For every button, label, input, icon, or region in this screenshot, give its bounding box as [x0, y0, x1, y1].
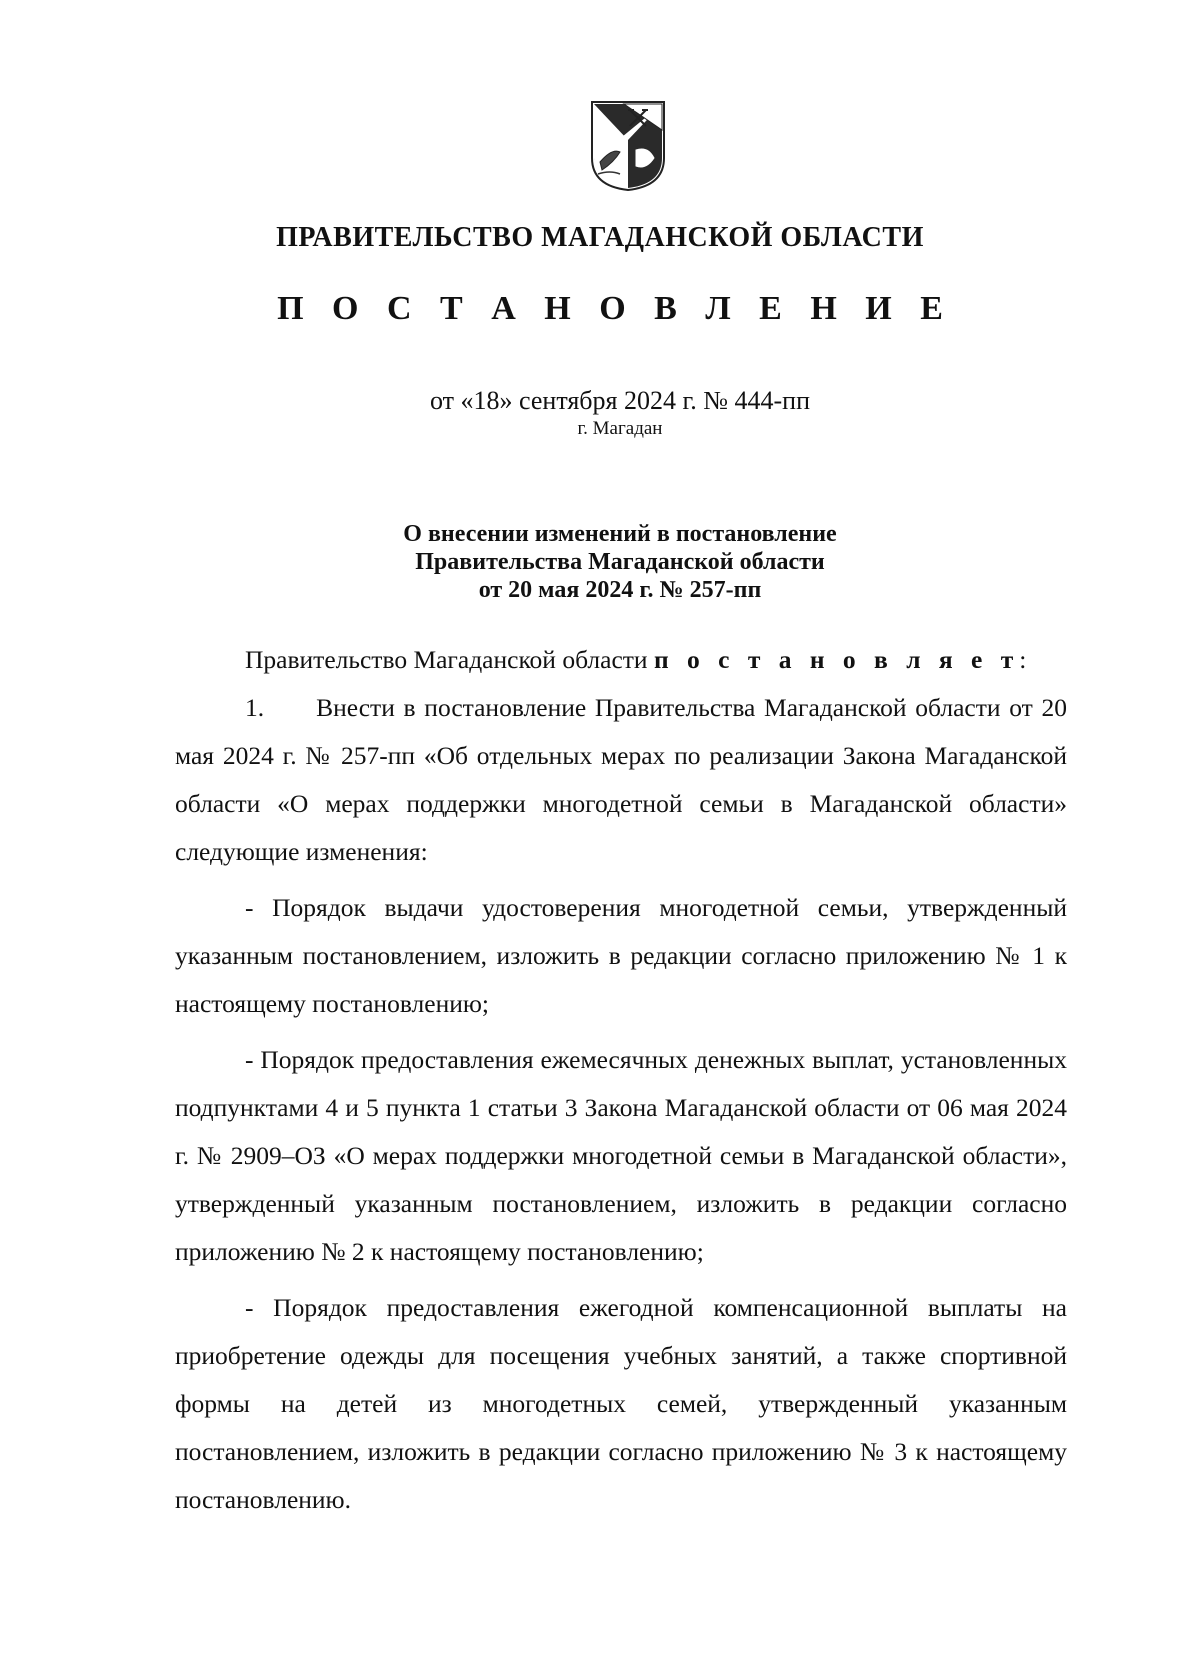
- item-1-text: Внести в постановление Правительства Магаданской области от 20 мая 2024 г. № 257-пп «Об отдельных мерах по реализации Закона Магаданской области «О мерах поддержки многодетной семьи в Магаданской области» следующие изменения:: [175, 693, 1067, 866]
- subject-line-2: Правительства Магаданской области: [415, 549, 825, 575]
- bullet-2-paragraph: - Порядок предоставления ежемесячных денежных выплат, установленных подпунктами 4 и 5 пункта 1 статьи 3 Закона Магаданской области от 06 мая 2024 г. № 2909–ОЗ «О мерах поддержки многодетной семьи в Магаданской области», утвержденный указанным постановлением, изложить в редакции согласно приложению № 2 к настоящему постановлению;: [175, 1045, 1067, 1266]
- item-1-number: 1.: [245, 693, 265, 722]
- subject-line-3: от 20 мая 2024 г. № 257-пп: [478, 577, 762, 603]
- preamble-colon: :: [1019, 645, 1027, 674]
- bullet-1-paragraph: - Порядок выдачи удостоверения многодетной семьи, утвержденный указанным постановлением, изложить в редакции согласно приложению № 1 к настоящему постановлению;: [175, 893, 1067, 1018]
- bullet-3-paragraph: - Порядок предоставления ежегодной компенсационной выплаты на приобретение одежды для посещения учебных занятий, а также спортивной формы на детей из многодетных семей, утвержденный указанным постановлением, изложить в редакции согласно приложению № 3 к настоящему постановлению.: [175, 1293, 1067, 1514]
- document-type-title: П О С Т А Н О В Л Е Н И Е: [277, 290, 953, 327]
- preamble-decree-word: п о с т а н о в л я е т: [653, 645, 1020, 674]
- organization-title: ПРАВИТЕЛЬСТВО МАГАДАНСКОЙ ОБЛАСТИ: [276, 222, 924, 253]
- document-date-number: от «18» сентября 2024 г. № 444-пп: [429, 386, 811, 415]
- preamble-text: Правительство Магаданской области: [245, 645, 654, 674]
- document-city: г. Магадан: [577, 418, 663, 439]
- document-body: [175, 636, 1067, 1524]
- preamble-paragraph: [175, 636, 1067, 684]
- magadan-coat-of-arms-icon: [590, 100, 666, 192]
- subject-line-1: О внесении изменений в постановление: [403, 521, 837, 547]
- document-subject: [0, 520, 1200, 604]
- item-1-paragraph: [175, 684, 1067, 876]
